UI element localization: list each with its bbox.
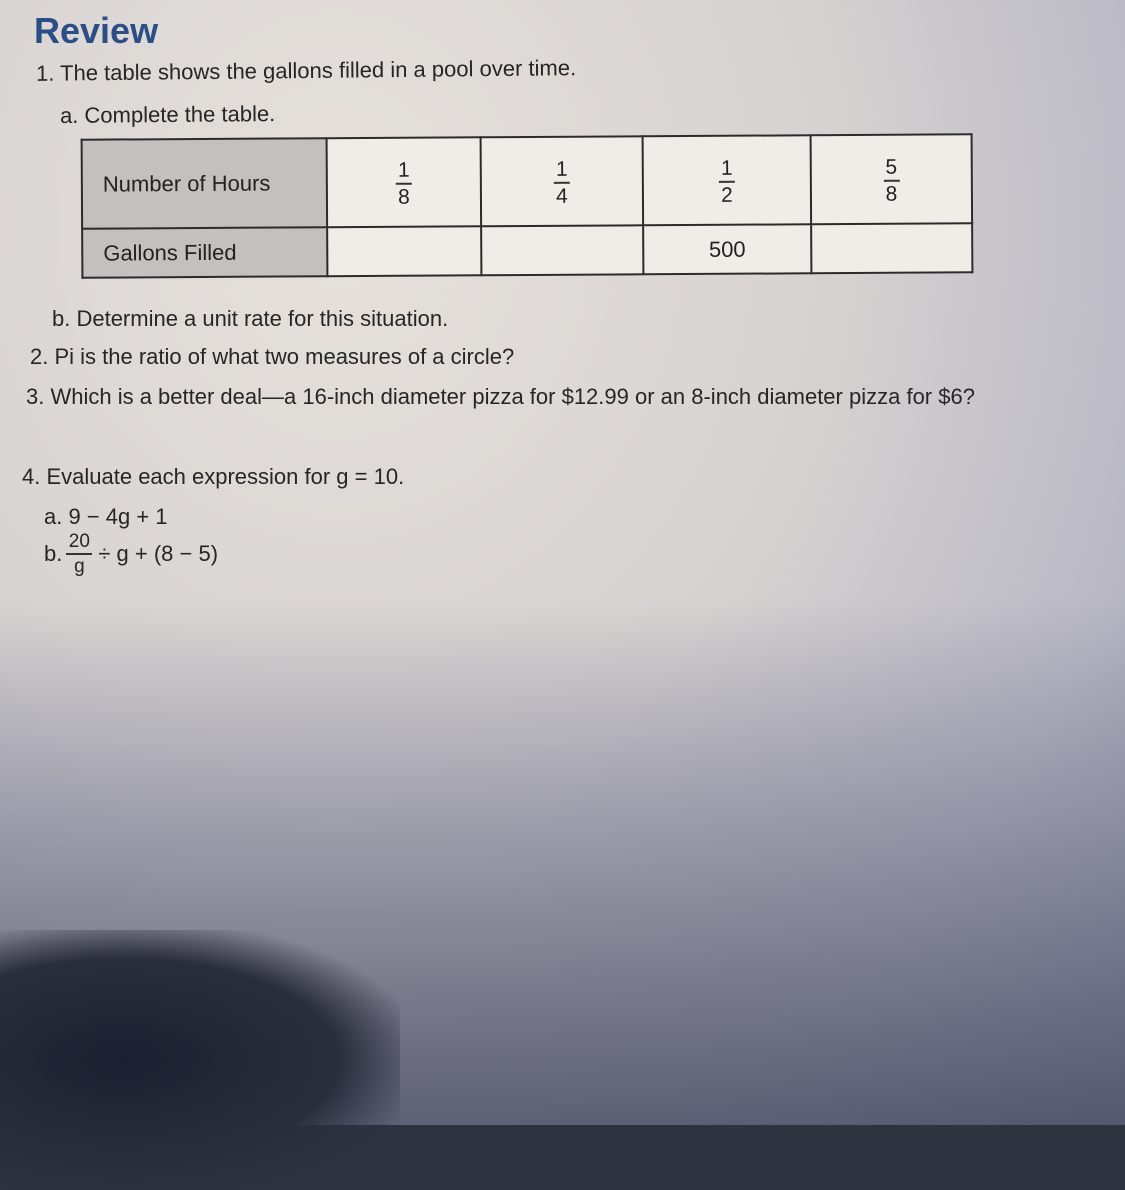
gallons-cell: 500: [643, 225, 811, 275]
hours-cell: [327, 137, 482, 227]
question-2: 2. Pi is the ratio of what two measures of a circle?: [30, 344, 515, 369]
hours-cell: [481, 136, 644, 226]
gallons-cell[interactable]: [327, 227, 481, 277]
question-4b-label: b.: [44, 541, 63, 566]
gallons-table: [81, 133, 974, 278]
question-3: 3. Which is a better deal—a 16-inch diameter pizza for $12.99 or an 8-inch diameter pizza for $6?: [26, 384, 975, 409]
hours-cell: [811, 134, 973, 224]
hours-cell: [643, 135, 812, 225]
gallons-cell[interactable]: [811, 224, 972, 274]
gallons-header-cell: Gallons Filled: [82, 228, 327, 278]
fraction-20-over-g: $\frac{20}{g}$: [66, 532, 92, 576]
gallons-row: [82, 224, 972, 278]
fraction: $\frac{1}{4}$: [554, 159, 570, 207]
fraction: $\frac{5}{8}$: [883, 157, 899, 205]
question-1: 1. The table shows the gallons filled in a pool over time.: [35, 55, 577, 86]
review-heading: Review: [34, 10, 159, 51]
question-4b-expression: ÷ g + (8 − 5): [98, 541, 219, 566]
hours-header-cell: Number of Hours: [82, 138, 328, 229]
hours-row: [82, 134, 973, 229]
question-1b: b. Determine a unit rate for this situation.: [52, 306, 449, 331]
question-1a: a. Complete the table.: [59, 101, 276, 128]
gallons-cell[interactable]: [481, 226, 643, 276]
question-4a: a. 9 − 4g + 1: [44, 504, 168, 529]
question-4b: [44, 532, 218, 576]
fraction: $\frac{1}{2}$: [719, 158, 735, 206]
fraction: $\frac{1}{8}$: [396, 160, 412, 208]
question-4: 4. Evaluate each expression for g = 10.: [22, 464, 405, 489]
hand-shadow: [0, 930, 400, 1190]
